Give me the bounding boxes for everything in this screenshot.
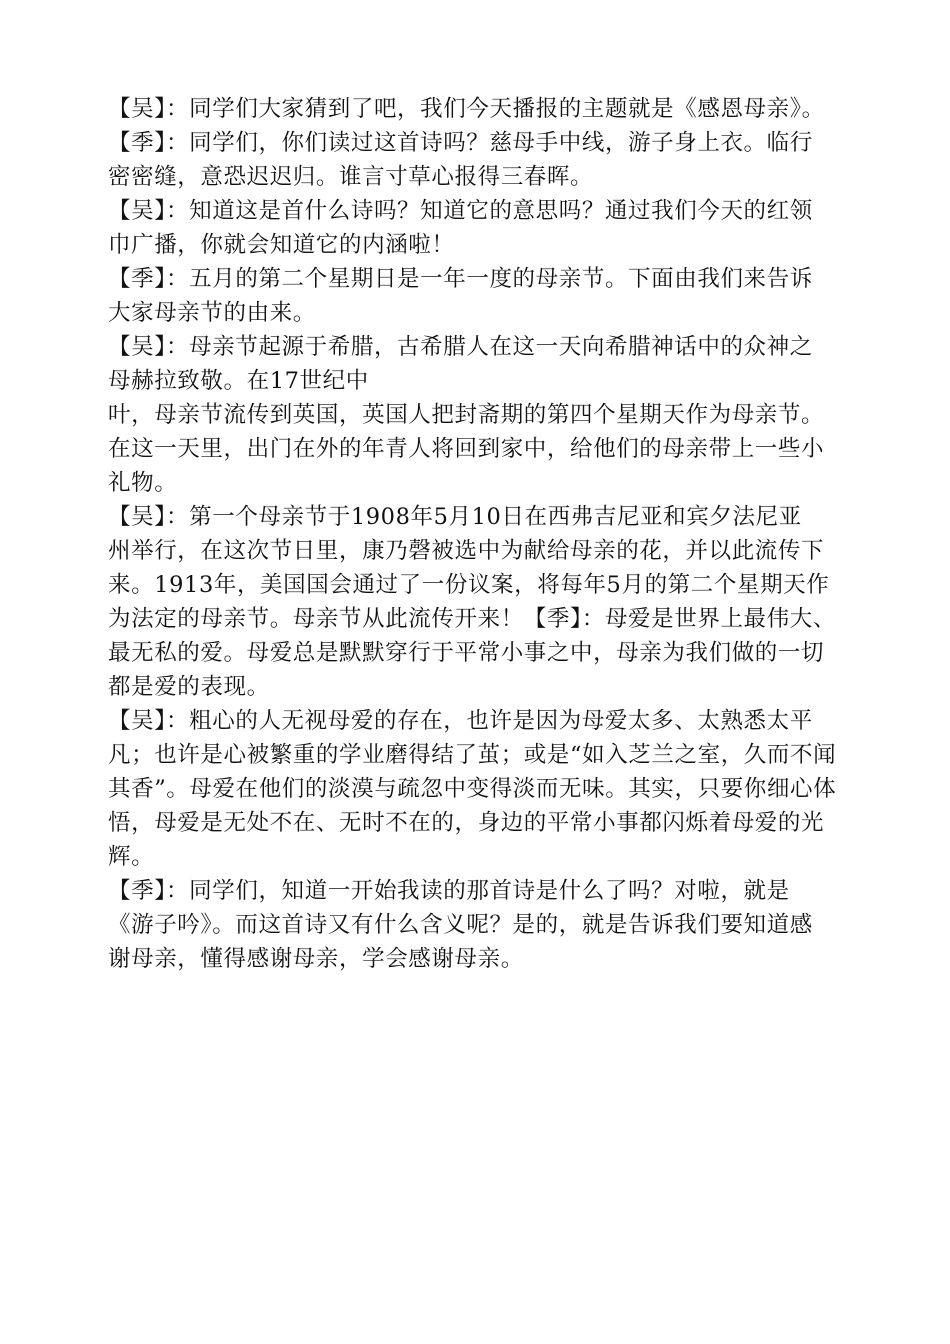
text-line: 母赫拉致敬。在17世纪中 xyxy=(108,368,369,394)
text-line: 巾广播，你就会知道它的内涵啦！ xyxy=(108,232,455,258)
text-line: 其香”。母爱在他们的淡漠与疏忽中变得淡而无味。其实，只要你细心体 xyxy=(108,776,837,802)
text-line: 密密缝，意恐迟迟归。谁言寸草心报得三春晖。 xyxy=(108,164,594,190)
text-line: 【吴】：同学们大家猜到了吧，我们今天播报的主题就是《感恩母亲》。 xyxy=(108,96,825,122)
text-line: 礼物。 xyxy=(108,470,178,496)
text-line: 【季】：同学们，知道一开始我读的那首诗是什么了吗？对啦，就是 xyxy=(108,878,790,904)
text-line: 最无私的爱。母爱总是默默穿行于平常小事之中，母亲为我们做的一切 xyxy=(108,640,825,666)
text-line: 【季】：五月的第二个星期日是一年一度的母亲节。下面由我们来告诉 xyxy=(108,266,813,292)
text-line: 谢母亲，懂得感谢母亲，学会感谢母亲。 xyxy=(108,946,524,972)
text-line: 悟，母爱是无处不在、无时不在的，身边的平常小事都闪烁着母爱的光 xyxy=(108,810,825,836)
text-line: 为法定的母亲节。母亲节从此流传开来！【季】：母爱是世界上最伟大、 xyxy=(108,606,836,632)
text-line: 【季】：同学们，你们读过这首诗吗？慈母手中线，游子身上衣。临行 xyxy=(108,130,813,156)
document-body xyxy=(108,92,848,976)
text-line: 【吴】：粗心的人无视母爱的存在，也许是因为母爱太多、太熟悉太平 xyxy=(108,708,813,734)
text-line: 凡；也许是心被繁重的学业磨得结了茧；或是“如入芝兰之室，久而不闻 xyxy=(108,742,837,768)
text-line: 【吴】：第一个母亲节于1908年5月10日在西弗吉尼亚和宾夕法尼亚 xyxy=(108,504,802,530)
text-line: 大家母亲节的由来。 xyxy=(108,300,316,326)
text-line: 在这一天里，出门在外的年青人将回到家中，给他们的母亲带上一些小 xyxy=(108,436,825,462)
text-line: 辉。 xyxy=(108,844,155,870)
text-line: 【吴】：知道这是首什么诗吗？知道它的意思吗？通过我们今天的红领 xyxy=(108,198,813,224)
text-line: 叶，母亲节流传到英国，英国人把封斋期的第四个星期天作为母亲节。 xyxy=(108,402,825,428)
text-line: 都是爱的表现。 xyxy=(108,674,270,700)
text-line: 来。1913年，美国国会通过了一份议案，将每年5月的第二个星期天作 xyxy=(108,572,830,598)
text-line: 【吴】：母亲节起源于希腊，古希腊人在这一天向希腊神话中的众神之 xyxy=(108,334,813,360)
text-line: 《游子吟》。而这首诗又有什么含义呢？是的，就是告诉我们要知道感 xyxy=(108,912,813,938)
text-line: 州举行，在这次节日里，康乃磬被选中为献给母亲的花，并以此流传下 xyxy=(108,538,825,564)
